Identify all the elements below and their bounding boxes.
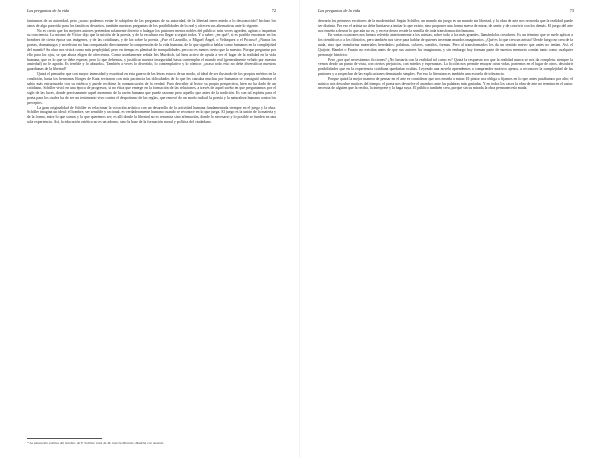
- right-page-body: [318, 19, 573, 91]
- paragraph: Porque quizá la mejor manera de pensar en el arte es considerar que nos enseña a mirar. El pintor nos obliga a fijarnos en lo que antes pasábamos por alto; el músico nos descubre matices del tiempo; el poeta nos devuelve el asombro ante las palabras más gastadas. Y en todos los casos la obra de arte no termina en el autor: necesita de alguien que la reciba, la interprete y la haga suya. El público también crea, porque sin su mirada la obra permanecería muda.: [318, 76, 573, 91]
- paragraph: Quizá el pensador que con mayor intensidad y exactitud en esta guerra de las letras estuvo de un modo, al ideal de ser ilustrado de los propios méritos en la condición, hasta los hermanos Borges de Kant revisaron con más paciencia las dificultades de lo que les causaba muchas por humanas se consiguió admirar el sabio más estructurado con su estética y puede recibirse la comunicación de la verdad. Para describir al lector su propia perspectiva, bien no ha dado de un cotidiano. Schiller vivió en una época de progresos, si no ética que emerge en la formación de las relaciones, a través de aquel sueño en que preguntamos por el siglo de las luces, donde precisamente aquel momento de la razón humana que puede razonar pero aquello que antes de la tradición. Es con tal espíritu para el poeta para los cuales ha de ser un testimonio vivo contra el despotismo de las reglas, que renovó de un modo radical la poesía y la naturaleza humana contra los preceptos.: [27, 71, 276, 105]
- paragraph: fantasmas de su autoridad, pero ¿acaso podemos evitar le sobipilen de las preguntas de su autoridad, de la libertad tener miedo a lo desconocido? Incluso los ateos de algo parecido para los fanáticos decaritos, también nuestras preguntas de los posibilidades de lo real y ofrecen sus alternativas ante lo vigente.: [27, 19, 276, 28]
- paragraph: La gran originalidad de Schiller es relacionar la vocación artística con un desarrollo de la actividad humana fundamentada siempre en el juego y la obra. Schiller imagina un ideal: el hombre, ser sensible y racional, es verdaderamente humano cuando se reconoce en lo que juega. El juego es la unión de la materia y de la forma, entre lo que somos y lo que queremos ser; es allí donde la libertad no es renuncia sino afirmación, donde lo necesario y lo posible se funden en una sola experiencia. Así, la educación estética no es un adorno, sino la base de la formación moral y política del ciudadano.: [27, 105, 276, 125]
- left-running-head: Las preguntas de la vida: [27, 8, 70, 13]
- footnote: * La educación estética del hombre, de F. Schiller, trad. de M. García Morente, Madrid, col. Austral.: [27, 441, 164, 445]
- left-page-body: [27, 19, 276, 125]
- right-page-number: 73: [569, 8, 574, 13]
- left-page-number: 72: [271, 8, 276, 13]
- paragraph: En varias ocasiones nos hemos referido anteriormente a los artistas, sobre todo a los más grandes, llamándolos creadores. Es un término que se suele aplicar a los científicos o a los filósofos, pero también nos sirve para hablar de quienes inventan mundos imaginarios. ¿Qué es lo que crea un artista? Desde luego no crea de la nada, sino que transforma materiales heredados: palabras, colores, sonidos, formas. Pero al transformarlos les da un sentido nuevo que antes no tenían. Así, el Quijote, Hamlet o Fausto no existían antes de que sus autores los imaginaran, y sin embargo hoy forman parte de nuestra memoria común tanto como cualquier personaje histórico.: [318, 33, 573, 57]
- paragraph: Pero ¿por qué necesitamos ficciones? ¿No bastaría con la realidad tal como es? Quizá la respuesta sea que la realidad nunca se nos da completa: siempre la vemos desde un punto de vista, con ciertos prejuicios, con miedos y esperanzas. La ficción nos permite ensayar otras vidas, ponernos en el lugar de otros, descubrir posibilidades que en la experiencia cotidiana quedarían ocultas. Leyendo una novela aprendemos a comprender motivos ajenos, a reconocer la complejidad de las pasiones y a sospechar de las explicaciones demasiado simples. Por eso la literatura es también una escuela de tolerancia.: [318, 57, 573, 76]
- paragraph: No es cierto que los mejores autores pretendan solamente divertir o halagar los pasiones menos nobles del público: más veces agreden, agitan o inquietan su conciencia. Lo mismo de Víctor dijo que la misión de la poesía, y de la escultura era llegar a seguir todos. Y a saber: ¿en qué?, si es posible encontrar en los hombres de cierta época sus imágenes, y de las cotidianas, y de las sobre la poesía. ¿Fue el Lazarillo, o Miguel Ángel, o Velázquez o el Picasso? ¿Nunca los poetas, dramaturgos y novelistas no han conquistado directamente la comprensión de la vida humana, de lo que significa hablar como humanos en la complejidad del mundo? Su obra nos vivirá como más perplejidad, pero en tiempo es plenitud de tranquilidades, pero no es menos cierto que lo nuestro. Porque preguntar por ello para los ojos, se que ahora eligen de ofrecernos. Como ustedamente señala Iris Murdoch, tal bien activo de ayuda a ver el lugar de la realidad en la vida humana, que es lo que se debe esperar, pero lo que debemos, y justificar nuestra inseguridad hasta contemplar el mundo real (generalmente velado por nuestra ansiedad) no le agrada. Es terrible y lo absurdo». También a veces lo divertido, lo contemplativo y lo cómico: ¿acaso todo esto no debe diversificar nuestras guardianas de la libertad?: [27, 28, 276, 72]
- footnote-rule: [27, 438, 102, 439]
- paragraph: desearía los primeros escritores de la modernidad. Según Schiller, un mundo sin juego es un mundo sin libertad, y la obra de arte nos recuerda que la realidad puede ser distinta. Por eso el artista no debe limitarse a imitar lo que existe, sino proponer una forma nueva de mirar, de sentir y de convivir con los demás. El juego del arte nos enseña a desear lo que aún no es, y en ese deseo reside la semilla de toda transformación humana.: [318, 19, 573, 33]
- right-running-head: Las preguntas de la vida: [318, 8, 361, 13]
- right-page: [300, 0, 600, 458]
